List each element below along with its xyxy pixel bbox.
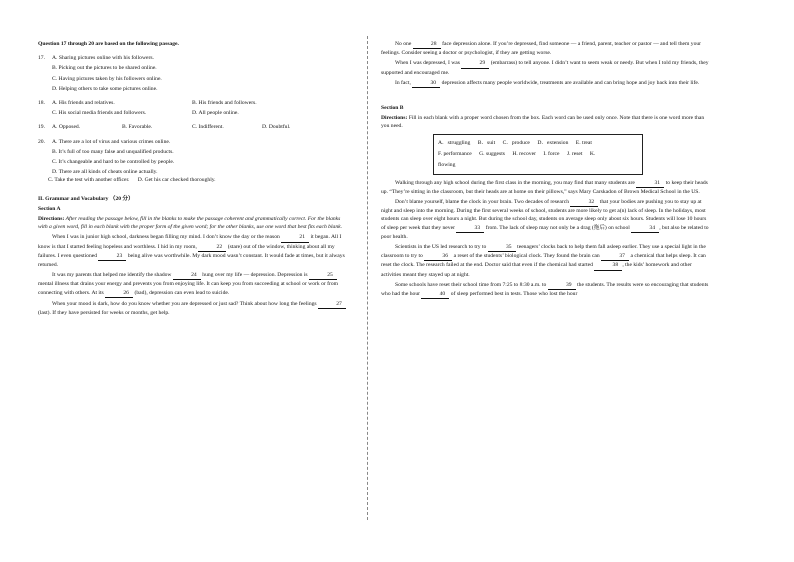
word-option: flowing — [438, 161, 456, 168]
text: being alive was worthwhile. My dark mood wasn’t constant. It would fade at times, but it always returned. — [38, 252, 345, 269]
blank-40[interactable]: 40 — [421, 290, 449, 299]
paragraph-9 — [381, 243, 711, 279]
paragraph-6 — [381, 79, 711, 88]
word-option: I. force — [543, 150, 560, 157]
question-17 — [38, 54, 351, 93]
blank-24[interactable]: 24 — [173, 271, 201, 280]
question-number: 18. — [38, 100, 45, 107]
paragraph-1 — [38, 233, 351, 269]
section-title: II. Grammar and Vocabulary （20 分） — [38, 195, 134, 202]
option-c: C. Having pictures taken by his followers online. — [52, 75, 162, 82]
blank-29[interactable]: 29 — [461, 59, 489, 68]
word-option: F. performance — [438, 150, 472, 157]
text: a reset of the students’ biological clock. They found the brain can — [452, 253, 600, 260]
blank-32[interactable]: 32 — [570, 198, 598, 207]
word-box-row — [438, 138, 638, 149]
column-divider — [367, 36, 368, 520]
text: from. The lack of sleep may not only be a drag (拖后) on school — [484, 224, 630, 231]
text: that your bodies are pushing you to stay up at night and sleep into the morning. During the first several weeks of school, students are more likely to get a(n) lack of sleep. In the holidays, most students can sleep over eight hours a night. But during the school day, students on average sleep only about six hours. Students will lose 10 hours of sleep per week that they never — [381, 199, 707, 231]
blank-31[interactable]: 31 — [636, 179, 664, 188]
text: Scientists in the US led research to try to — [395, 244, 487, 251]
directions-b — [381, 114, 711, 130]
blank-21[interactable]: 21 — [281, 233, 309, 242]
text: No one — [395, 41, 412, 47]
text: hung over my life — depression. Depression is — [200, 272, 308, 279]
text: (last). If they have persisted for weeks or months, get help. — [38, 310, 170, 317]
option-c: C. His social media friends and followers. — [52, 110, 147, 117]
text: It was my parents that helped me identify the shadow — [52, 272, 172, 279]
text: In fact, — [395, 79, 411, 86]
blank-36[interactable]: 36 — [424, 252, 452, 261]
word-option: D．extension — [537, 139, 569, 146]
text: When I was depressed, I was — [395, 60, 460, 67]
directions-text: Fill in each blank with a proper word chosen from the box. Each word can be used only once. Note that there is one word more than you need. — [381, 115, 705, 130]
right-column — [381, 40, 711, 299]
option-b: B. It’s full of too many false and unqualified products. — [52, 148, 174, 155]
paragraph-8 — [381, 198, 711, 241]
text: the students. The results were so encouraging that students who had the hour — [381, 281, 709, 298]
blank-38[interactable]: 38 — [594, 261, 622, 270]
text: teenagers’ clocks back to help them fall asleep earlier. They use a special light in the classroom to try to — [381, 244, 706, 260]
word-option: B．suit — [477, 139, 496, 146]
question-19 — [38, 123, 351, 131]
directions-label: Directions: — [381, 115, 408, 122]
text: it began. All I know is that I started feeling hopeless and worthless. I hid in my room, — [38, 234, 342, 250]
question-number: 19. — [38, 124, 45, 131]
blank-22[interactable]: 22 — [198, 243, 226, 252]
option-a: A. There are a lot of virus and various crimes online. — [52, 138, 171, 145]
blank-35[interactable]: 35 — [488, 243, 516, 252]
word-option: K. — [589, 150, 596, 157]
option-d: D. Doubtful. — [262, 124, 291, 131]
option-b: B. Favorable. — [122, 124, 153, 131]
text: Don’t blame yourself, blame the clock in your brain. Two decades of research — [395, 199, 569, 206]
option-b: B. His friends and followers. — [192, 100, 257, 107]
blank-33[interactable]: 33 — [456, 224, 484, 233]
paragraph-4 — [381, 40, 711, 57]
question-18 — [38, 99, 351, 117]
text: to keep their heads up. “They’re sitting in the classroom, but their heads are at home on their pillows,” says Mary Carskadon of Brown Medical School in the US. — [381, 179, 708, 195]
text: Some schools have reset their school time from 7:25 to 8:30 a.m. to — [395, 281, 547, 288]
text: , the kids’ homework and other activities meant they stayed up at night. — [381, 262, 692, 278]
question-number: 17. — [38, 55, 45, 62]
directions — [38, 215, 351, 231]
text: , but also be related to poor health. — [381, 224, 709, 240]
word-box-row — [438, 160, 638, 171]
question-20 — [38, 138, 351, 185]
blank-27[interactable]: 27 — [318, 300, 346, 309]
directions-text: After reading the passage below, fill in the blanks to make the passage coherent and grammatically correct. For the blanks with a given word, fill in each blank with the proper form of the given word; for the other blanks, use one word that best fits each blank. — [38, 216, 342, 231]
text: (bad), depression can even lead to suicide. — [133, 289, 230, 296]
text: of sleep performed best in tests. Those who lost the hour — [449, 291, 578, 298]
option-a: A. Opposed. — [52, 124, 81, 131]
blank-39[interactable]: 39 — [548, 281, 576, 290]
text: Walking through any high school during the first class in the morning, you may find that many students are — [395, 179, 635, 186]
paragraph-3 — [38, 300, 351, 317]
word-option: H. recover — [512, 150, 536, 157]
word-box — [433, 134, 643, 175]
paragraph-5 — [381, 59, 711, 76]
paragraph-2 — [38, 271, 351, 298]
option-a: A. His friends and relatives. — [52, 100, 115, 107]
blank-26[interactable]: 26 — [105, 289, 133, 298]
text: a chemical that helps sleep. It can reset the clock. The research failed at the end. Doctor said that even if the chemical had started — [381, 253, 706, 269]
text: (stare) out of the window, thinking about all my failures. I even questioned — [38, 243, 335, 259]
blank-25[interactable]: 25 — [309, 271, 337, 280]
option-b: B. Picking out the pictures to be shared online. — [52, 65, 157, 72]
word-option: C．produce — [502, 139, 530, 146]
left-column — [38, 40, 351, 317]
word-box-row — [438, 149, 638, 160]
paragraph-7 — [381, 179, 711, 196]
option-c: C. It’s changeable and hard to be controlled by people. — [52, 159, 175, 166]
blank-30[interactable]: 30 — [412, 79, 440, 88]
blank-34[interactable]: 34 — [631, 224, 659, 233]
section-a-title: Section A — [38, 205, 61, 212]
text: mental illness that drains your energy and prevents you from enjoying life. It can keep you from succeeding at school or work or from connecting with others. At its — [38, 281, 339, 296]
text: (embarrass) to tell anyone. I didn’t want to seem weak or needy. But when I told my friends, they supported and encouraged me. — [381, 60, 709, 76]
passage-header: Question 17 through 20 are based on the following passage. — [38, 41, 179, 47]
blank-28[interactable]: 28 — [413, 40, 441, 49]
paragraph-10 — [381, 281, 711, 299]
blank-23[interactable]: 23 — [98, 252, 126, 261]
option-c: C. Indifferent. — [192, 124, 224, 131]
option-d: D. Helping others to take some pictures online. — [52, 85, 158, 92]
stray-options-line: C. Take the test with another officer. D. Get his car checked thoroughly. — [48, 177, 216, 184]
question-number: 20. — [38, 138, 45, 145]
option-d: D. All people online. — [192, 110, 239, 117]
text: When your mood is dark, how do you know whether you are depressed or just sad? Think about how long the feelings — [52, 300, 317, 307]
text: depression affects many people worldwide, treatments are available and can bring hope and joy back into their life. — [440, 79, 700, 86]
word-option: J. reset — [566, 150, 583, 157]
text: face depression alone. If you’re depressed, find someone — a friend, parent, teacher or pastor — and tell them your feelings. Consider seeing a doctor or psychologist, if they are getting worse. — [381, 41, 702, 57]
word-option: E. treat — [575, 139, 592, 146]
directions-label: Directions: — [38, 216, 65, 223]
option-d: D. There are all kinds of cheats online actually. — [52, 169, 158, 176]
text: When I was in junior high school, darkness began filling my mind. I don’t know the day or the reason — [52, 234, 280, 241]
option-a: A. Sharing pictures online with his followers. — [52, 55, 154, 62]
word-option: A．struggling — [438, 139, 471, 146]
section-b-title: Section B — [381, 105, 404, 112]
blank-37[interactable]: 37 — [601, 252, 629, 261]
word-option: G. suggests — [479, 150, 505, 157]
